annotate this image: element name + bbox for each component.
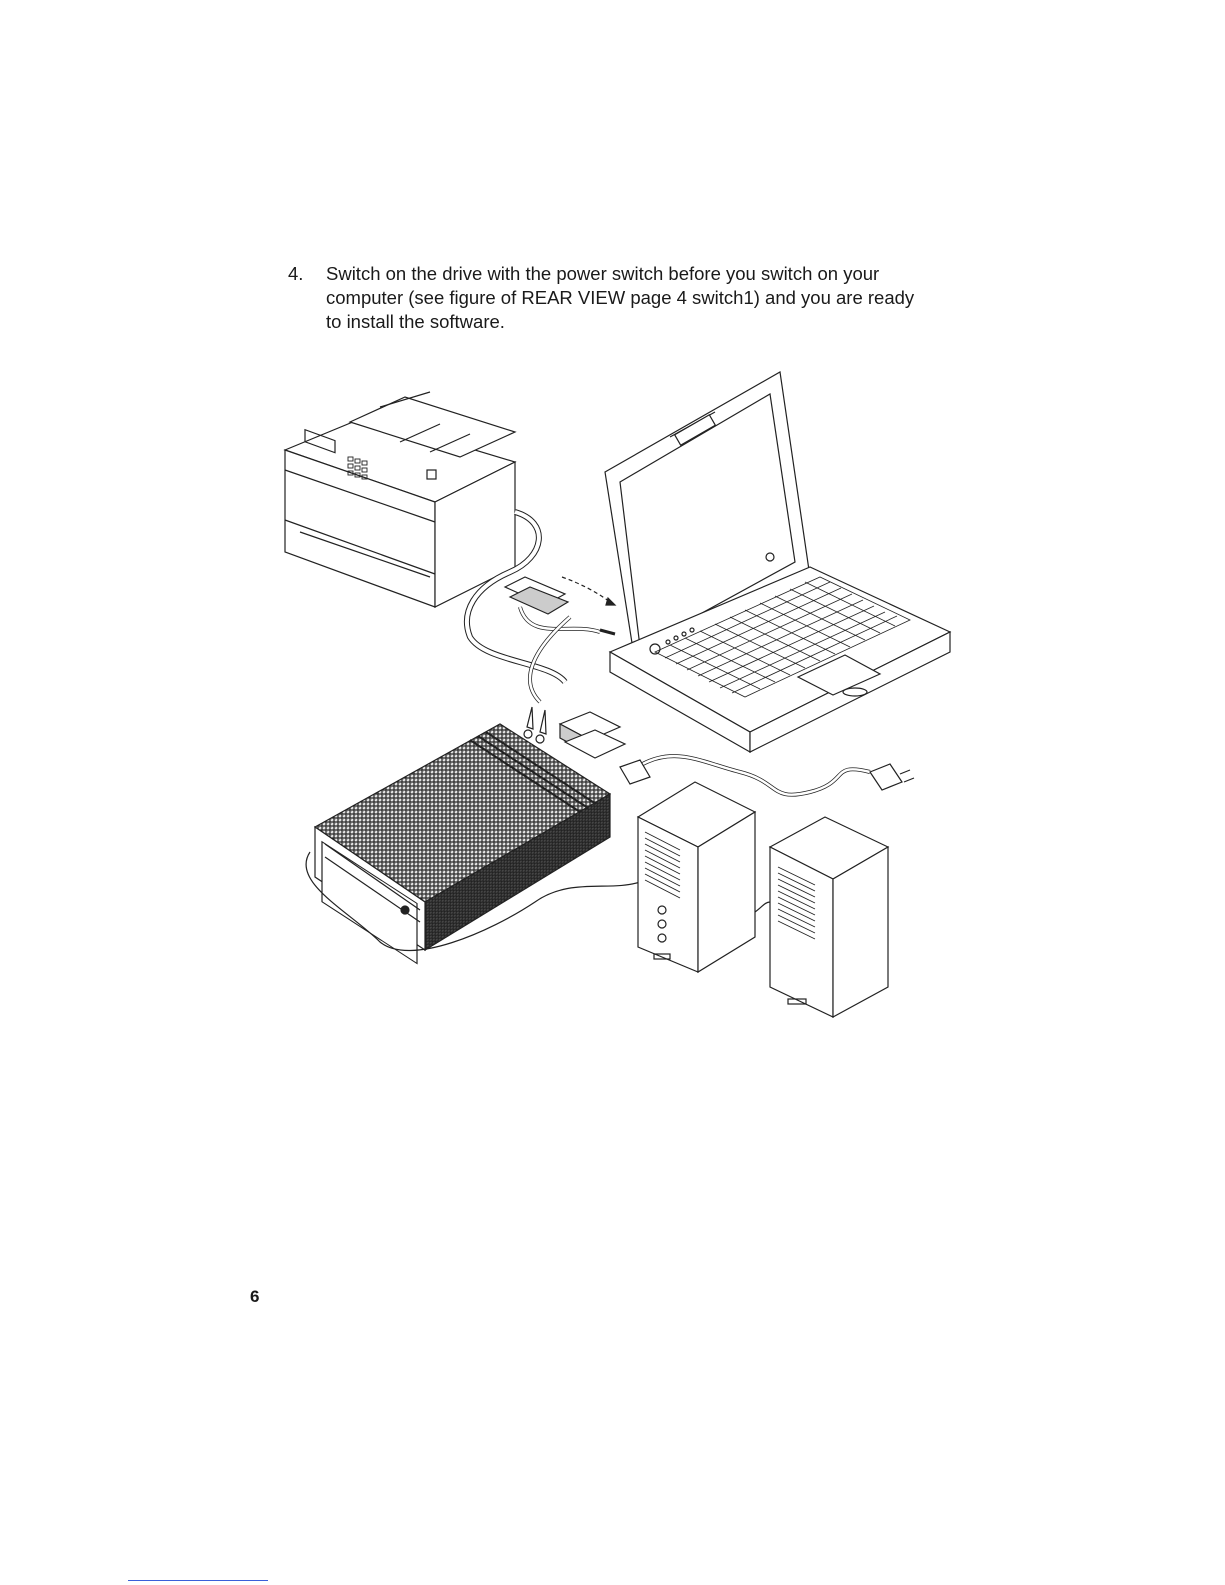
step-number: 4. — [288, 263, 304, 284]
page-number: 6 — [250, 1287, 260, 1306]
cd-drive-icon — [315, 724, 610, 963]
connection-illustration — [270, 362, 970, 1032]
speaker-right-icon — [770, 817, 888, 1017]
instruction-step-4 — [288, 262, 928, 334]
scsi-connector-icon — [560, 712, 625, 758]
laptop-icon — [605, 372, 950, 752]
step-text: Switch on the drive with the power switch before you switch on your computer (see figure of REAR VIEW page 4 switch1) and you are ready to install the software. — [326, 263, 915, 332]
rca-plug-icon — [524, 707, 546, 743]
power-plug-icon — [870, 764, 914, 790]
printer-icon — [285, 392, 515, 607]
footer-rule — [128, 1580, 268, 1581]
speaker-left-icon — [638, 782, 755, 972]
